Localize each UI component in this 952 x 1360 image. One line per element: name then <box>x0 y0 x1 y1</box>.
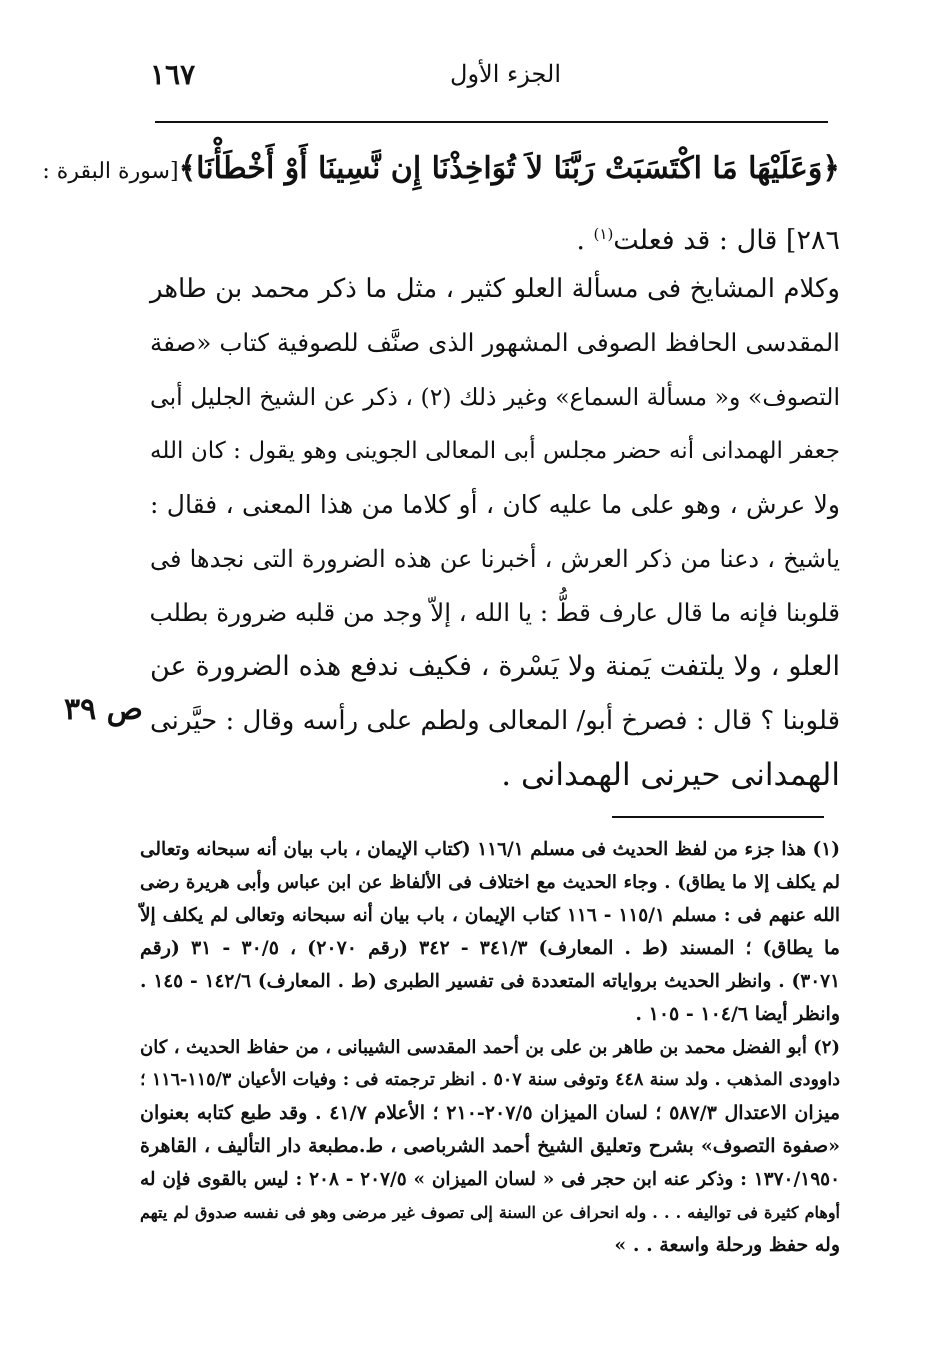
body-line: ياشيخ ، دعنا من ذكر العرش ، أخبرنا عن هذه الضرورة التى نجدها فى <box>150 545 840 573</box>
footnote-line: «صفوة التصوف» بشرح وتعليق الشيخ أحمد الشرباصى ، ط.مطبعة دار التأليف ، القاهرة <box>140 1135 840 1157</box>
page-header <box>150 58 830 98</box>
body-line: جعفر الهمدانى أنه حضر مجلس أبى المعالى الجوينى وهو يقول : كان الله <box>150 438 840 464</box>
footnote-line: ما يطاق) ؛ المسند (ط . المعارف) ٣٤١/٣ - ٣٤٢ (رقم ٢٠٧٠) ، ٣٠/٥ - ٣١ (رقم <box>140 937 840 959</box>
footnote-line: الله عنهم فى : مسلم ١١٥/١ - ١١٦ كتاب الإيمان ، باب بيان أنه سبحانه وتعالى لم يكلف إلاّ <box>140 905 840 926</box>
footnote-line: ١٣٧٠/١٩٥٠ : وذكر عنه ابن حجر فى « لسان الميزان » ٢٠٧/٥ - ٢٠٨ : ليس بالقوى فإن له <box>140 1169 840 1190</box>
body-line: العلو ، ولا يلتفت يَمنة ولا يَسْرة ، فكيف ندفع هذه الضرورة عن <box>150 651 840 682</box>
footnote-line: لم يكلف إلا ما يطاق) . وجاء الحديث مع اختلاف فى الألفاظ عن ابن عباس وأبى هريرة رضى <box>140 872 840 893</box>
body-line: قلوبنا فإنه ما قال عارف قطُّ : يا الله ، إلاّ وجد من قلبه ضرورة بطلب <box>149 598 840 627</box>
footnotes <box>140 833 840 1262</box>
header-rule <box>155 121 828 123</box>
body-line: الهمدانى حيرنى الهمدانى . <box>501 757 840 793</box>
footnote-marker-1: (١) <box>593 225 614 243</box>
body-line: ولا عرش ، وهو على ما عليه كان ، أو كلاما من هذا المعنى ، فقال : <box>150 490 840 519</box>
body-line: قلوبنا ؟ قال : فصرخ أبو/ المعالى ولطم على رأسه وقال : حيَّرنى <box>150 706 840 736</box>
quran-line-2-text: ٢٨٦] قال : قد فعلت <box>613 225 840 256</box>
quran-verse-block <box>42 140 840 270</box>
footnote-line: داوودى المذهب . ولد سنة ٤٤٨ وتوفى سنة ٥٠٧ . انظر ترجمته فى : وفيات الأعيان ١١٥/٣-١١٦ ؛ <box>140 1070 841 1090</box>
surah-reference: [سورة البقرة : <box>42 159 179 184</box>
quran-line-2-end: . <box>576 225 594 256</box>
main-text <box>150 262 840 802</box>
body-line: وكلام المشايخ فى مسألة العلو كثير ، مثل ما ذكر محمد بن طاهر <box>150 274 840 304</box>
footnote-rule <box>612 816 824 818</box>
footnote-line: وانظر أيضا ١٠٤/٦ - ١٠٥ . <box>635 1003 840 1025</box>
running-title: الجزء الأول <box>450 60 562 88</box>
body-line: التصوف» و« مسألة السماع» وغير ذلك (٢) ، ذكر عن الشيخ الجليل أبى <box>150 383 840 411</box>
footnote-line: أوهام كثيرة فى تواليفه . . . وله انحراف عن السنة إلى تصوف غير مرضى وهو فى نفسه صدوق لم يتهم <box>140 1203 840 1222</box>
footnote-line: ميزان الاعتدال ٥٨٧/٣ ؛ لسان الميزان ٢٠٧/٥-٢١٠ ؛ الأعلام ٤١/٧ . وقد طبع كتابه بعنوان <box>140 1102 840 1124</box>
quran-ayah-text: ﴿وَعَلَيْهَا مَا اكْتَسَبَتْ رَبَّنَا لاَ تُوَاخِذْنَا إِن نَّسِينَا أَوْ أَخْطَأْنَا﴾ <box>178 151 840 186</box>
footnote-line: (٢) أبو الفضل محمد بن طاهر بن على بن أحمد المقدسى الشيبانى ، من حفاظ الحديث ، كان <box>140 1037 840 1058</box>
footnote-line: ٣٠٧١) . وانظر الحديث برواياته المتعددة فى تفسير الطبرى (ط . المعارف) ١٤٢/٦ - ١٤٥ . <box>140 971 841 992</box>
quran-line-1 <box>42 140 840 205</box>
footnote-line: (١) هذا جزء من لفظ الحديث فى مسلم ١١٦/١ (كتاب الإيمان ، باب بيان أنه سبحانه وتعالى <box>140 839 840 860</box>
manuscript-page-reference: ص ٣٩ <box>64 692 143 727</box>
footnote-line: وله حفظ ورحلة واسعة . . » <box>614 1234 840 1256</box>
body-line: المقدسى الحافظ الصوفى المشهور الذى صنَّف للصوفية كتاب «صفة <box>150 328 840 357</box>
quran-line-2 <box>150 205 840 270</box>
page-number: ١٦٧ <box>150 58 196 91</box>
